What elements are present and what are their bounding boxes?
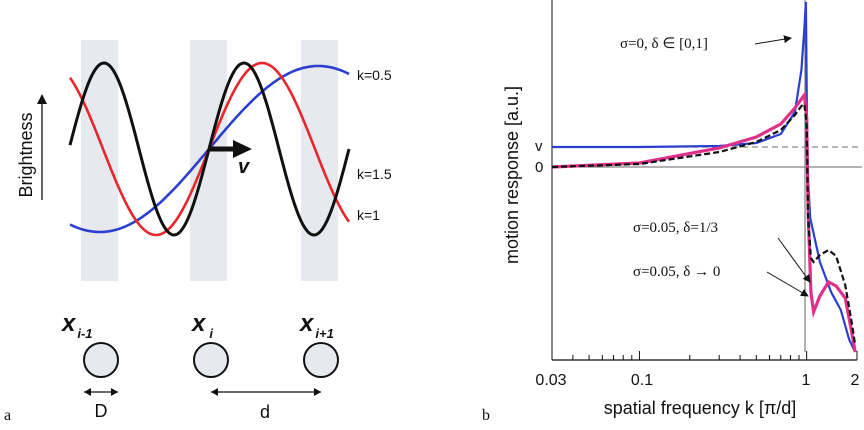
x-tick-label-2: 2 — [850, 372, 860, 389]
position-label-current: x $_i$ — [192, 310, 213, 341]
y-tick-label-0: 0 — [535, 159, 544, 176]
diameter-arrowhead-right — [111, 388, 118, 396]
position-label-next: x $_{i+1}$ — [300, 310, 334, 341]
panel-b-label: b — [482, 407, 490, 424]
distance-arrowhead-right — [314, 388, 321, 396]
receptor-circle — [304, 343, 338, 377]
brightness-label: Brightness — [16, 112, 36, 198]
receptor-circle — [84, 343, 118, 377]
annotation-arrow-sigma0 — [755, 38, 791, 44]
diameter-label: D — [94, 401, 108, 421]
distance-label: d — [259, 402, 271, 422]
y-tick-label-v: v — [535, 138, 543, 155]
position-label-prev: x $_{i-1}$ — [62, 310, 93, 341]
panel-a-label: a — [4, 407, 12, 424]
k-label-1: k=1 — [357, 207, 380, 223]
k-label-1.5: k=1.5 — [357, 166, 392, 182]
panel-b — [482, 0, 862, 424]
x-tick-label-1: 1 — [801, 372, 811, 389]
response-curve-sigma0 — [552, 2, 855, 352]
k-label-0.5: k=0.5 — [357, 67, 392, 83]
panel-a — [4, 40, 392, 424]
annotation-sigma0: σ=0, δ ∈ [0,1] — [620, 36, 708, 52]
velocity-label: v — [238, 156, 250, 178]
x-tick-label-0.03: 0.03 — [535, 372, 567, 389]
y-axis-label: motion response [a.u.] — [502, 85, 522, 265]
annotation-sigma0.05-delta0: σ=0.05, δ → 0 — [633, 264, 721, 280]
receptor-stripe — [190, 40, 227, 281]
diameter-arrowhead-left — [84, 388, 91, 396]
annotation-sigma0.05-delta1/3: σ=0.05, δ=1/3 — [633, 220, 718, 236]
receptor-circle — [194, 343, 228, 377]
x-tick-label-0.1: 0.1 — [630, 372, 654, 389]
x-axis-label: spatial frequency k [π/d] — [603, 398, 797, 418]
distance-arrowhead-left — [211, 388, 218, 396]
receptor-stripe — [81, 40, 118, 281]
annotation-arrow-delta0 — [767, 272, 808, 296]
brightness-arrowhead — [37, 94, 47, 104]
x-axis-ticks — [552, 351, 857, 360]
